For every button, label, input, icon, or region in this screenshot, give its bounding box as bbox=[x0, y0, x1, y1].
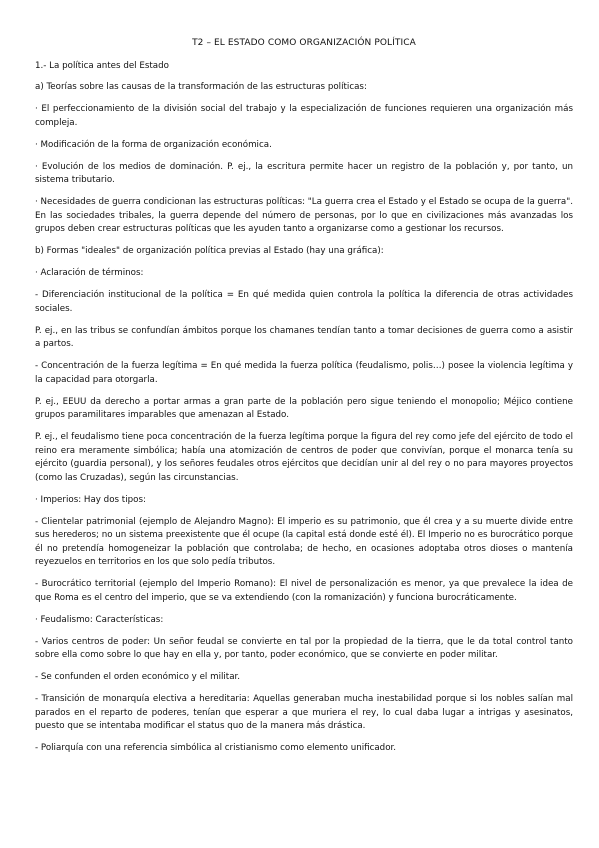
paragraph: · Imperios: Hay dos tipos: bbox=[35, 494, 146, 505]
paragraph: - Burocrático territorial (ejemplo del Imperio Romano): El nivel de personalización es menor, ya que prevalece la idea de que Roma es el centro del imperio, que se va extendiendo (con la romanización) y funciona burocráticamente. bbox=[35, 579, 573, 603]
paragraph: · Evolución de los medios de dominación. P. ej., la escritura permite hacer un registro de la población y, por tanto, un sistema tributario. bbox=[35, 161, 573, 186]
paragraph: · El perfeccionamiento de la división social del trabajo y la especialización de funciones requieren una organización más compleja. bbox=[35, 104, 573, 128]
paragraph: P. ej., EEUU da derecho a portar armas a gran parte de la población pero sigue teniendo el monopolio; Méjico contiene grupos paramilitares imparables que amenazan al Estado. bbox=[35, 396, 573, 421]
paragraph: - Transición de monarquía electiva a hereditaria: Aquellas generaban mucha inestabilidad porque si los nobles salían mal parados en el reparto de poderes, tenían que esperar a que muriera el rey, lo cual daba lugar a intrigas y asesinatos, puesto que se intentaba modificar el status quo de la manera más drástica. bbox=[35, 694, 573, 732]
paragraph: P. ej., en las tribus se confundían ámbitos porque los chamanes tendían tanto a tomar decisiones de guerra como a asistir a partos. bbox=[35, 325, 573, 350]
paragraph: - Concentración de la fuerza legítima = En qué medida la fuerza política (feudalismo, polis…) posee la violencia legítima y la capacidad para otorgarla. bbox=[35, 361, 573, 385]
paragraph: - Se confunden el orden económico y el militar. bbox=[35, 672, 241, 683]
subsection-heading: a) Teorías sobre las causas de la transformación de las estructuras políticas: bbox=[35, 82, 367, 93]
paragraph: · Aclaración de términos: bbox=[35, 268, 144, 279]
paragraph: - Poliarquía con una referencia simbólica al cristianismo como elemento unificador. bbox=[35, 743, 397, 754]
subsection-heading: b) Formas "ideales" de organización política previas al Estado (hay una gráfica): bbox=[35, 246, 384, 257]
paragraph: - Varios centros de poder: Un señor feudal se convierte en tal por la propiedad de la tierra, que le da total control tanto sobre ella como sobre lo que hay en ella y, por tanto, poder económico, que se convierte en poder militar. bbox=[35, 636, 573, 661]
paragraph: · Necesidades de guerra condicionan las estructuras políticas: "La guerra crea el Estado y el Estado se ocupa de la guerra". En las sociedades tribales, la guerra depende del número de personas, por lo que en civilizaciones más avanzadas los grupos deben crear estructuras políticas que les ayuden tanto a organizarse como a gestionar los recursos. bbox=[35, 197, 573, 235]
paragraph: P. ej., el feudalismo tiene poca concentración de la fuerza legítima porque la figura del rey como jefe del ejército de todo el reino era meramente simbólica; había una atomización de centros de poder que convivían, porque el monarca tenía su ejército (guardia personal), y los señores feudales otros ejércitos que decidían unir al del rey o no para mayores proyectos (como las Cruzadas), según las circunstancias. bbox=[35, 432, 573, 483]
paragraph: - Diferenciación institucional de la política = En qué medida quien controla la política la diferencia de otras actividades sociales. bbox=[35, 290, 573, 314]
page-title: T2 – EL ESTADO COMO ORGANIZACIÓN POLÍTICA bbox=[192, 38, 416, 48]
section-heading: 1.- La política antes del Estado bbox=[35, 60, 169, 71]
paragraph: · Feudalismo: Características: bbox=[35, 614, 164, 625]
paragraph: · Modificación de la forma de organización económica. bbox=[35, 139, 272, 150]
paragraph: - Clientelar patrimonial (ejemplo de Alejandro Magno): El imperio es su patrimonio, que él crea y a su muerte divide entre sus herederos; no un sistema preexistente que él ocupe (la capital está donde esté él). El Imperio no es burocrático porque él no pretendía homogeneizar la población que controlaba; de hecho, en ocasiones adoptaba otros dioses o mantenía reyezuelos en territorios en los que solo pedía tributos. bbox=[35, 516, 573, 568]
